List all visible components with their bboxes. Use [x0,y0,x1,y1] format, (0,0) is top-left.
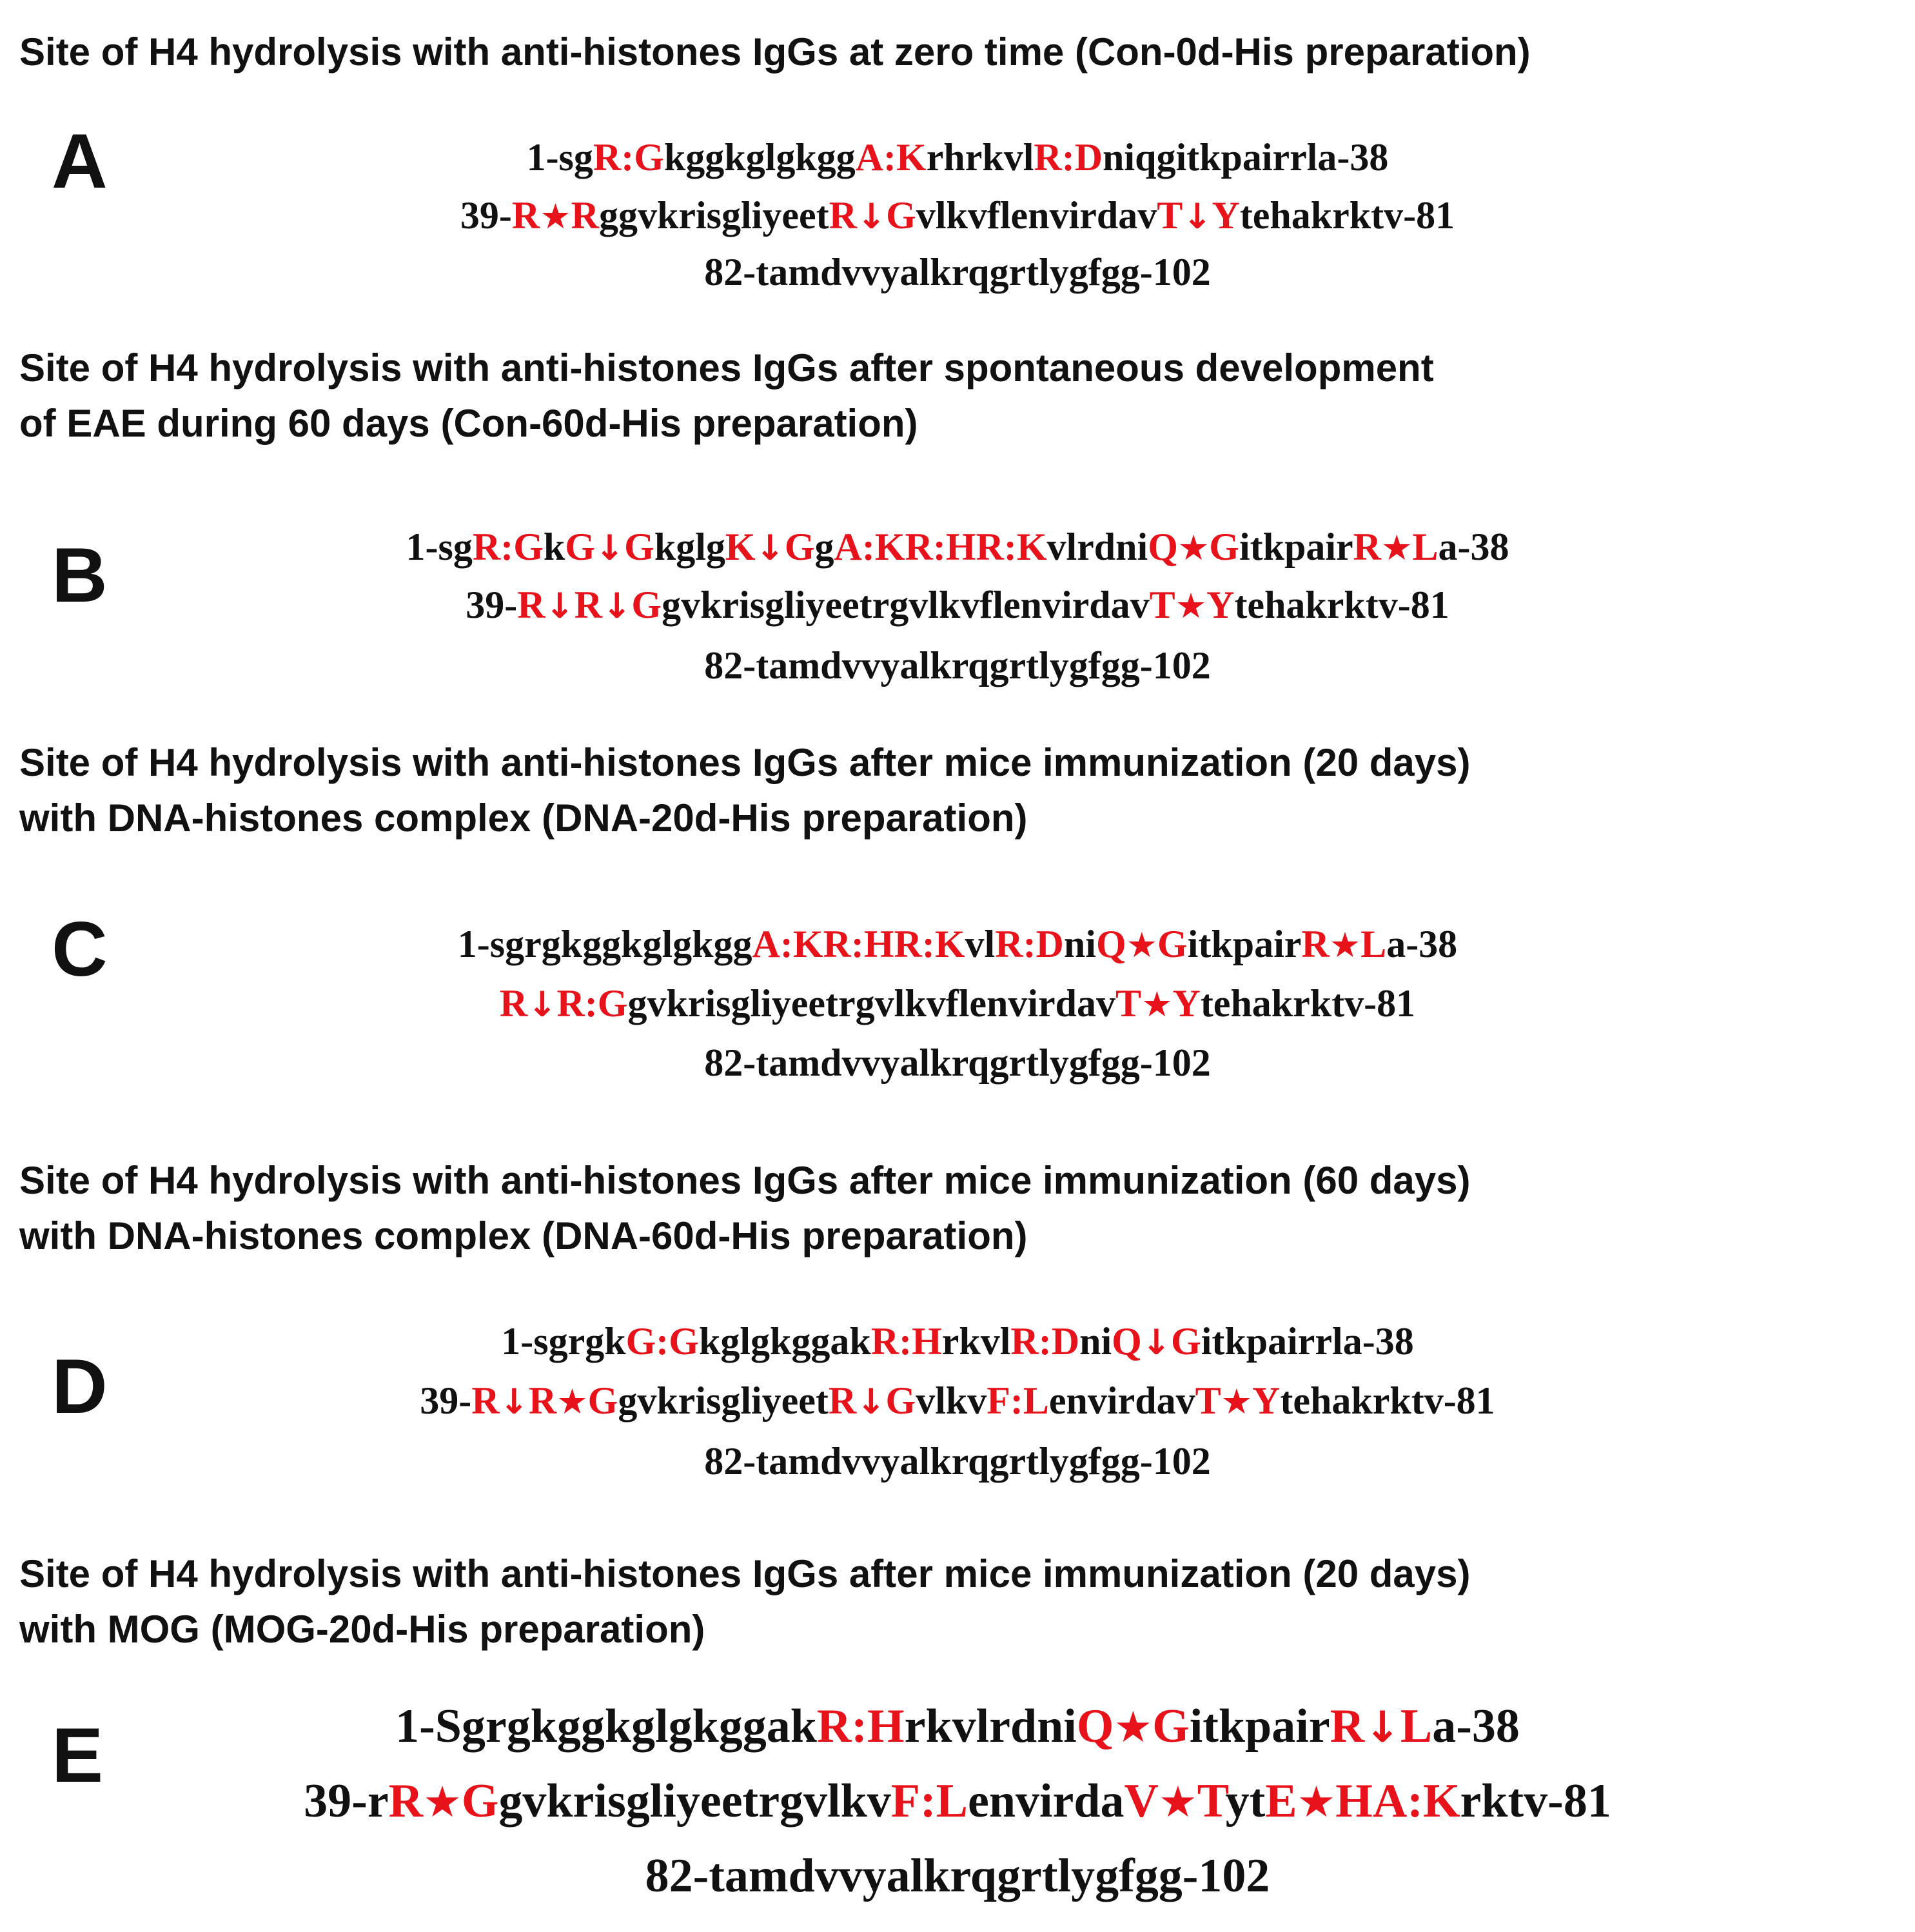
panel-e-seq-line-3 [0,1844,1915,1907]
cleavage-site: R:G [472,526,544,568]
cleavage-site: Q★G [1095,923,1188,965]
panel-e-title-line-2: with MOG (MOG-20d-His preparation) [19,1608,705,1651]
cleavage-site: R↓R★G [471,1379,618,1422]
star-icon: ★ [1297,1777,1336,1827]
arrow-down-icon: ↓ [527,984,557,1025]
cleavage-site: T↓Y [1157,194,1240,237]
cleavage-site: A:KR:HR:K [752,923,965,965]
sequence-segment: kglg [654,526,725,568]
panel-d-title-line-1: Site of H4 hydrolysis with anti-histones IgGs after mice immunization (60 days) [19,1159,1471,1202]
cleavage-site: R↓L [1330,1700,1433,1753]
sequence-segment: 82-tamdvvyalkrqgrtlygfgg-102 [704,644,1211,687]
cleavage-site: R:D [995,923,1064,965]
sequence-segment: envirdav [1048,1379,1195,1422]
panel-c-title-line-1: Site of H4 hydrolysis with anti-histones IgGs after mice immunization (20 days) [19,741,1471,784]
sequence-segment: envirda [967,1775,1124,1828]
cleavage-site: V★T [1124,1775,1226,1828]
panel-e-title [19,1546,1470,1657]
star-icon: ★ [556,1381,588,1422]
cleavage-site: R↓R↓G [517,584,662,626]
arrow-down-icon: ↓ [1183,196,1212,237]
sequence-segment: 82-tamdvvyalkrqgrtlygfgg-102 [704,1440,1211,1483]
sequence-segment: 82-tamdvvyalkrqgrtlygfgg-102 [645,1849,1270,1902]
cleavage-site: R:G [593,136,664,179]
cleavage-site: R:D [1010,1320,1080,1363]
star-icon: ★ [1221,1381,1253,1422]
sequence-segment: 39- [460,194,512,237]
cleavage-site: R★L [1301,923,1387,965]
sequence-segment: 1-Sgrgkggkglgkggak [395,1700,817,1753]
panel-c-seq-line-1 [0,918,1915,971]
cleavage-site: A:K [855,136,927,179]
sequence-segment: 1-sg [406,526,473,568]
cleavage-site: R★G [388,1775,499,1828]
panel-d-seq-line-1 [0,1316,1915,1368]
cleavage-site: R★L [1353,526,1439,568]
sequence-segment: ni [1079,1320,1112,1363]
panel-a-seq-line-3 [0,246,1915,298]
sequence-segment: vl [965,923,996,965]
panel-a-title [19,25,1531,80]
panel-e-label: E [52,1712,104,1799]
cleavage-site: A:KR:HR:K [834,526,1047,568]
panel-a-seq-line-1 [0,132,1915,183]
panel-b-seq-line-3 [0,640,1915,691]
panel-c-label: C [52,906,108,992]
sequence-segment: 1-sg [526,136,593,179]
sequence-segment: niqgitkpairrla-38 [1103,136,1389,179]
panel-b-title [19,340,1434,451]
sequence-segment: tehakrktv-81 [1280,1379,1495,1422]
cleavage-site: T★Y [1195,1379,1281,1422]
sequence-segment: rkvlrdni [904,1700,1077,1753]
sequence-segment: gvkrisgliyeetrgvlkv [498,1775,891,1828]
panel-b-label: B [52,532,108,618]
cleavage-site: E★HA:K [1265,1775,1460,1828]
panel-d-seq-line-2 [0,1375,1915,1428]
arrow-down-icon: ↓ [1141,1322,1172,1363]
star-icon: ★ [540,196,571,237]
arrow-down-icon: ↓ [594,527,625,568]
cleavage-site: F:L [987,1379,1049,1422]
arrow-down-icon: ↓ [545,586,574,626]
panel-b-title-line-1: Site of H4 hydrolysis with anti-histones IgGs after spontaneous development [19,346,1434,389]
sequence-segment: vlkvflenvirdav [916,194,1157,237]
panel-d-title-line-2: with DNA-histones complex (DNA-60d-His preparation) [19,1214,1028,1257]
sequence-segment: a-38 [1432,1700,1520,1753]
panel-d-label: D [52,1343,108,1430]
cleavage-site: G↓G [565,526,654,568]
cleavage-site: T★Y [1115,982,1201,1025]
panel-a-seq-line-2 [0,190,1915,242]
sequence-segment: g [814,526,834,568]
panel-b-seq-line-2 [0,579,1915,632]
star-icon: ★ [1381,527,1413,568]
sequence-segment: gvkrisgliyeetrgvlkvflenvirdav [627,982,1116,1025]
sequence-segment: tehakrktv-81 [1239,194,1455,237]
panel-d-title [19,1153,1470,1264]
sequence-segment: kglgkggak [698,1320,871,1363]
cleavage-site: R↓G [829,194,916,237]
cleavage-site: R↓G [828,1379,916,1422]
sequence-segment: rhrkvl [926,136,1034,179]
star-icon: ★ [1141,984,1173,1025]
sequence-segment: itkpair [1189,1700,1330,1753]
panel-c-title [19,735,1470,846]
sequence-segment: ggvkrisgliyeet [598,194,829,237]
arrow-down-icon: ↓ [499,1381,529,1422]
panel-b-title-line-2: of EAE during 60 days (Con-60d-His preparation) [19,402,918,445]
panel-a-title-line-1: Site of H4 hydrolysis with anti-histones IgGs at zero time (Con-0d-His preparation) [19,30,1531,74]
cleavage-site: K↓G [725,526,815,568]
sequence-segment: 1-sgrgkggkglgkgg [457,923,752,965]
cleavage-site: G:G [625,1320,699,1363]
star-icon: ★ [1329,925,1361,965]
sequence-segment: gvkrisgliyeetrgvlkvflenvirdav [662,584,1150,626]
sequence-segment: rkvl [941,1320,1011,1363]
star-icon: ★ [1126,925,1158,965]
cleavage-site: Q↓G [1112,1320,1201,1363]
sequence-segment: 82-tamdvvyalkrqgrtlygfgg-102 [704,1041,1211,1084]
sequence-segment: 1-sgrgk [501,1320,626,1363]
panel-d-seq-line-3 [0,1435,1915,1487]
arrow-down-icon: ↓ [602,586,632,626]
panel-c-seq-line-2 [0,978,1915,1030]
sequence-segment: itkpair [1187,923,1302,965]
sequence-segment: itkpairrla-38 [1201,1320,1414,1363]
sequence-segment: itkpair [1239,526,1353,568]
panel-c-title-line-2: with DNA-histones complex (DNA-20d-His preparation) [19,796,1028,840]
arrow-down-icon: ↓ [755,527,785,568]
sequence-segment: 39- [420,1379,472,1422]
sequence-segment: a-38 [1438,526,1509,568]
star-icon: ★ [1177,527,1210,568]
panel-e-title-line-1: Site of H4 hydrolysis with anti-histones IgGs after mice immunization (20 days) [19,1552,1471,1595]
panel-a-label: A [52,118,108,204]
cleavage-site: R:H [870,1320,942,1363]
panel-e-seq-line-2 [0,1769,1915,1833]
sequence-segment: a-38 [1386,923,1458,965]
sequence-segment: k [543,526,565,568]
star-icon: ★ [423,1777,462,1827]
sequence-segment: vlkv [916,1379,987,1422]
panel-b-seq-line-1 [0,521,1915,574]
cleavage-site: Q★G [1148,526,1239,568]
star-icon: ★ [1175,586,1207,626]
star-icon: ★ [1114,1702,1153,1752]
cleavage-site: R:D [1034,136,1103,179]
panel-c-seq-line-3 [0,1037,1915,1089]
sequence-segment: 39- [466,584,518,626]
sequence-segment: ni [1063,923,1096,965]
cleavage-site: Q★G [1076,1700,1190,1753]
cleavage-site: R↓R:G [499,982,628,1025]
sequence-segment: 39-r [304,1775,389,1828]
cleavage-site: R:H [816,1700,905,1753]
sequence-segment: vlrdni [1046,526,1148,568]
arrow-down-icon: ↓ [856,1381,886,1422]
star-icon: ★ [1159,1777,1197,1827]
sequence-segment: kggkglgkgg [663,136,856,179]
sequence-segment: 82-tamdvvyalkrqgrtlygfgg-102 [704,251,1211,293]
sequence-segment: tehakrktv-81 [1200,982,1416,1025]
sequence-segment: gvkrisgliyeet [618,1379,829,1422]
cleavage-site: F:L [890,1775,968,1828]
cleavage-site: R★R [511,194,599,237]
sequence-segment: tehakrktv-81 [1234,584,1449,626]
panel-e-seq-line-1 [0,1695,1915,1759]
cleavage-site: T★Y [1149,584,1235,626]
sequence-segment: rktv-81 [1460,1775,1611,1828]
arrow-down-icon: ↓ [856,196,887,237]
arrow-down-icon: ↓ [1364,1702,1400,1752]
sequence-segment: yt [1225,1775,1266,1828]
